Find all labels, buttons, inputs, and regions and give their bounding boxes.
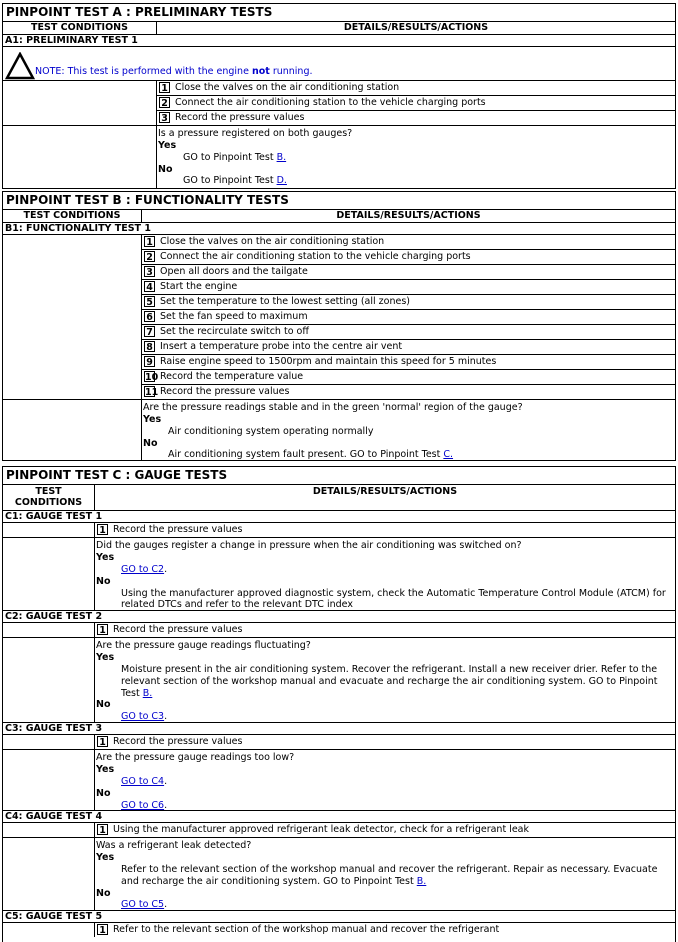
step-row: 8 Insert a temperature probe into the centre air vent (142, 340, 675, 355)
question: Is a pressure registered on both gauges? (158, 127, 353, 139)
step-row: 2 Connect the air conditioning station to the vehicle charging ports (157, 96, 675, 111)
c3-result-row (3, 750, 675, 811)
no-label: No (96, 787, 111, 799)
test-b-header (3, 210, 675, 223)
question: Did the gauges register a change in pressure when the air conditioning was switched on? (96, 540, 522, 551)
yes-label: Yes (96, 763, 115, 775)
header-test-conditions: TEST CONDITIONS (3, 210, 142, 222)
test-a-steps-row (3, 81, 675, 126)
warning-icon (5, 52, 35, 80)
link-c2[interactable]: GO to C2 (121, 563, 165, 575)
step-row: 1 Record the pressure values (95, 623, 675, 637)
step-row: 4 Start the engine (142, 280, 675, 295)
c5-step-row (3, 923, 675, 937)
test-b-result: Are the pressure readings stable and in the green 'normal' region of the gauge? Yes Air conditioning system operating normally No Air conditioning system fault present. GO to Pinpoint Test C. (142, 400, 675, 460)
yes-label: Yes (158, 139, 177, 151)
c2-step-row (3, 623, 675, 638)
question: Are the pressure gauge readings fluctuating? (96, 640, 311, 651)
test-a1-heading: A1: PRELIMINARY TEST 1 (3, 35, 675, 47)
pinpoint-test-c (2, 466, 676, 942)
step-row: 1 Record the pressure values (95, 523, 675, 537)
test-c3-heading: C3: GAUGE TEST 3 (3, 723, 675, 735)
test-c2-heading: C2: GAUGE TEST 2 (3, 611, 675, 623)
test-c1-heading: C1: GAUGE TEST 1 (3, 511, 675, 523)
pinpoint-test-b (2, 191, 676, 461)
note-box (3, 47, 675, 81)
yes-label: Yes (96, 651, 115, 663)
step-row: 11 Record the pressure values (145, 385, 290, 398)
step-row: 1 Record the pressure values (95, 735, 675, 749)
step-row: 3 Open all doors and the tailgate (142, 265, 675, 280)
link-test-b[interactable]: B. (416, 875, 427, 887)
link-test-b[interactable]: B. (142, 687, 153, 699)
link-c4[interactable]: GO to C4 (121, 775, 165, 787)
c3-step-row (3, 735, 675, 750)
yes-action: Air conditioning system operating normally (168, 425, 374, 437)
step-row: 2 Connect the air conditioning station to the vehicle charging ports (142, 250, 675, 265)
step-row: 3 Record the pressure values (157, 111, 675, 125)
link-test-b[interactable]: B. (276, 151, 287, 163)
c4-result-row (3, 838, 675, 911)
link-test-c[interactable]: C. (443, 449, 454, 461)
test-b-steps (142, 235, 675, 399)
test-a-header (3, 22, 675, 35)
question: Are the pressure gauge readings too low? (96, 752, 295, 763)
no-label: No (96, 699, 111, 711)
yes-label: Yes (143, 413, 162, 425)
header-details: DETAILS/RESULTS/ACTIONS (312, 486, 458, 497)
header-details: DETAILS/RESULTS/ACTIONS (336, 210, 481, 221)
step-row: 5 Set the temperature to the lowest setting (all zones) (142, 295, 675, 310)
step-row: 6 Set the fan speed to maximum (142, 310, 675, 325)
header-test-conditions: TEST CONDITIONS (3, 22, 157, 34)
c1-step-row (3, 523, 675, 538)
no-label: No (96, 575, 111, 587)
note-text: NOTE: This test is performed with the engine not running. (35, 66, 313, 77)
test-b-steps-row (3, 235, 675, 400)
link-c5[interactable]: GO to C5 (121, 899, 165, 911)
test-a-steps (157, 81, 675, 125)
test-b-result-row (3, 400, 675, 460)
c4-step-row (3, 823, 675, 838)
test-c5-heading: C5: GAUGE TEST 5 (3, 911, 675, 923)
test-c4-heading: C4: GAUGE TEST 4 (3, 811, 675, 823)
c2-result: Are the pressure gauge readings fluctuating? Yes Moisture present in the air conditioning system. Recover the refrigerant. Install a new receiver drier. Refer to the relevant section of the workshop manual and evacuate and recharge the air conditioning system. GO to Pinpoint Test B. No GO to C3. (95, 638, 675, 722)
c1-result-row (3, 538, 675, 611)
no-label: No (143, 437, 158, 449)
header-details: DETAILS/RESULTS/ACTIONS (343, 22, 489, 33)
c2-result-row (3, 638, 675, 723)
c3-result: Are the pressure gauge readings too low? Yes GO to C4. No GO to C6. (95, 750, 675, 810)
no-label: No (96, 887, 111, 899)
test-c-header (3, 485, 675, 511)
link-c3[interactable]: GO to C3 (121, 711, 165, 723)
test-a-title: PINPOINT TEST A : PRELIMINARY TESTS (3, 4, 675, 22)
step-row: 7 Set the recirculate switch to off (142, 325, 675, 340)
link-test-d[interactable]: D. (276, 175, 287, 187)
no-action: Using the manufacturer approved diagnostic system, check the Automatic Temperature Control Module (ATCM) for related DTCs and refer to the relevant DTC index (121, 587, 666, 611)
test-a-result-row (3, 126, 675, 188)
c4-result: Was a refrigerant leak detected? Yes Refer to the relevant section of the workshop manual and recover the refrigerant. Repair as necessary. Evacuate and recharge the air conditioning system. GO to Pinpoint Test B. No GO to C5. (95, 838, 675, 910)
question: Are the pressure readings stable and in the green 'normal' region of the gauge? (143, 401, 523, 413)
test-c-title: PINPOINT TEST C : GAUGE TESTS (3, 467, 675, 485)
test-a-result: Is a pressure registered on both gauges? Yes GO to Pinpoint Test B. No GO to Pinpoint Test D. (157, 126, 675, 188)
c1-result: Did the gauges register a change in pressure when the air conditioning was switched on? Yes GO to C2. No Using the manufacturer approved diagnostic system, check the Automatic Temperature Control Module (ATCM) for related DTCs and refer to the relevant DTC index (95, 538, 675, 610)
step-row: 1 Close the valves on the air conditioning station (142, 235, 675, 250)
yes-label: Yes (96, 851, 115, 863)
test-b1-heading: B1: FUNCTIONALITY TEST 1 (3, 223, 675, 235)
yes-label: Yes (96, 551, 115, 563)
step-row: 1 Using the manufacturer approved refrigerant leak detector, check for a refrigerant leak (95, 823, 675, 837)
step-row: 1 Close the valves on the air conditioning station (157, 81, 675, 96)
link-c6[interactable]: GO to C6 (121, 799, 165, 811)
question: Was a refrigerant leak detected? (96, 840, 252, 851)
step-row: 9 Raise engine speed to 1500rpm and maintain this speed for 5 minutes (142, 355, 675, 370)
test-b-title: PINPOINT TEST B : FUNCTIONALITY TESTS (3, 192, 675, 210)
no-label: No (158, 163, 173, 175)
step-row: 10 Record the temperature value (142, 370, 675, 385)
pinpoint-test-a (2, 3, 676, 189)
step-row: 1 Refer to the relevant section of the workshop manual and recover the refrigerant (95, 923, 675, 937)
header-test-conditions: TEST CONDITIONS (3, 485, 95, 510)
